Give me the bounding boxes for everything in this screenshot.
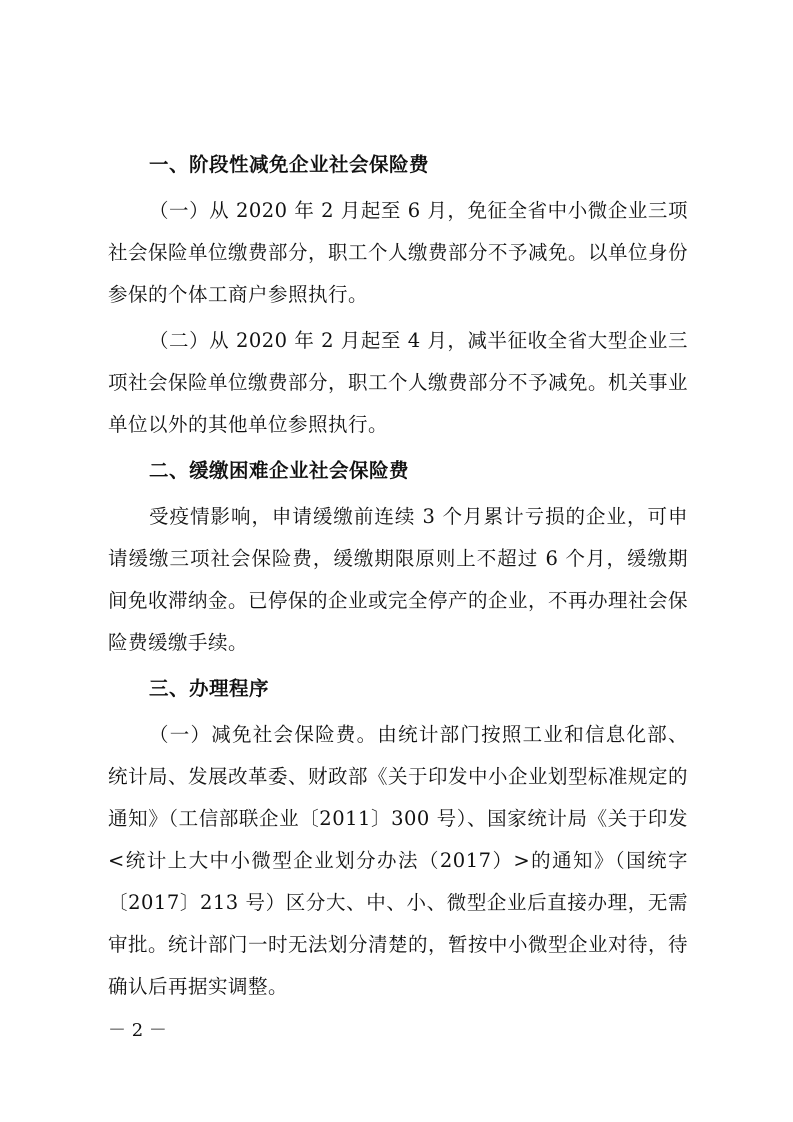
section-3: [108, 668, 688, 1008]
section-heading: 二、缓缴困难企业社会保险费: [149, 459, 410, 482]
paragraph: 受疫情影响，申请缓缴前连续 3 个月累计亏损的企业，可申请缓缴三项社会保险费，缓缴期限原则上不超过 6 个月，缓缴期间免收滞纳金。已停保的企业或完全停产的企业，不再办理社会保险费缓缴手续。: [108, 505, 689, 654]
paragraph: （一）从 2020 年 2 月起至 6 月，免征全省中小微企业三项社会保险单位缴费部分，职工个人缴费部分不予减免。以单位身份参保的个体工商户参照执行。: [108, 199, 689, 306]
paragraph: （一）减免社会保险费。由统计部门按照工业和信息化部、统计局、发展改革委、财政部《关于印发中小企业划型标准规定的通知》（工信部联企业〔2011〕300 号）、国家统计局《关于印发<统计上大中小微型企业划分办法（2017）>的通知》（国统字〔2017〕213 号）区分大、中、小、微型企业后直接办理，无需审批。统计部门一时无法划分清楚的，暂按中小微型企业对待，待确认后再据实调整。: [108, 723, 689, 998]
section-heading: 三、办理程序: [149, 677, 270, 700]
page-number: － 2 －: [108, 1020, 167, 1041]
paragraph: （二）从 2020 年 2 月起至 4 月，减半征收全省大型企业三项社会保险单位缴费部分，职工个人缴费部分不予减免。机关事业单位以外的其他单位参照执行。: [108, 329, 689, 436]
section-2: [108, 450, 688, 664]
section-1: [108, 144, 688, 446]
document-body: [108, 144, 688, 1012]
section-heading: 一、阶段性减免企业社会保险费: [149, 153, 430, 176]
